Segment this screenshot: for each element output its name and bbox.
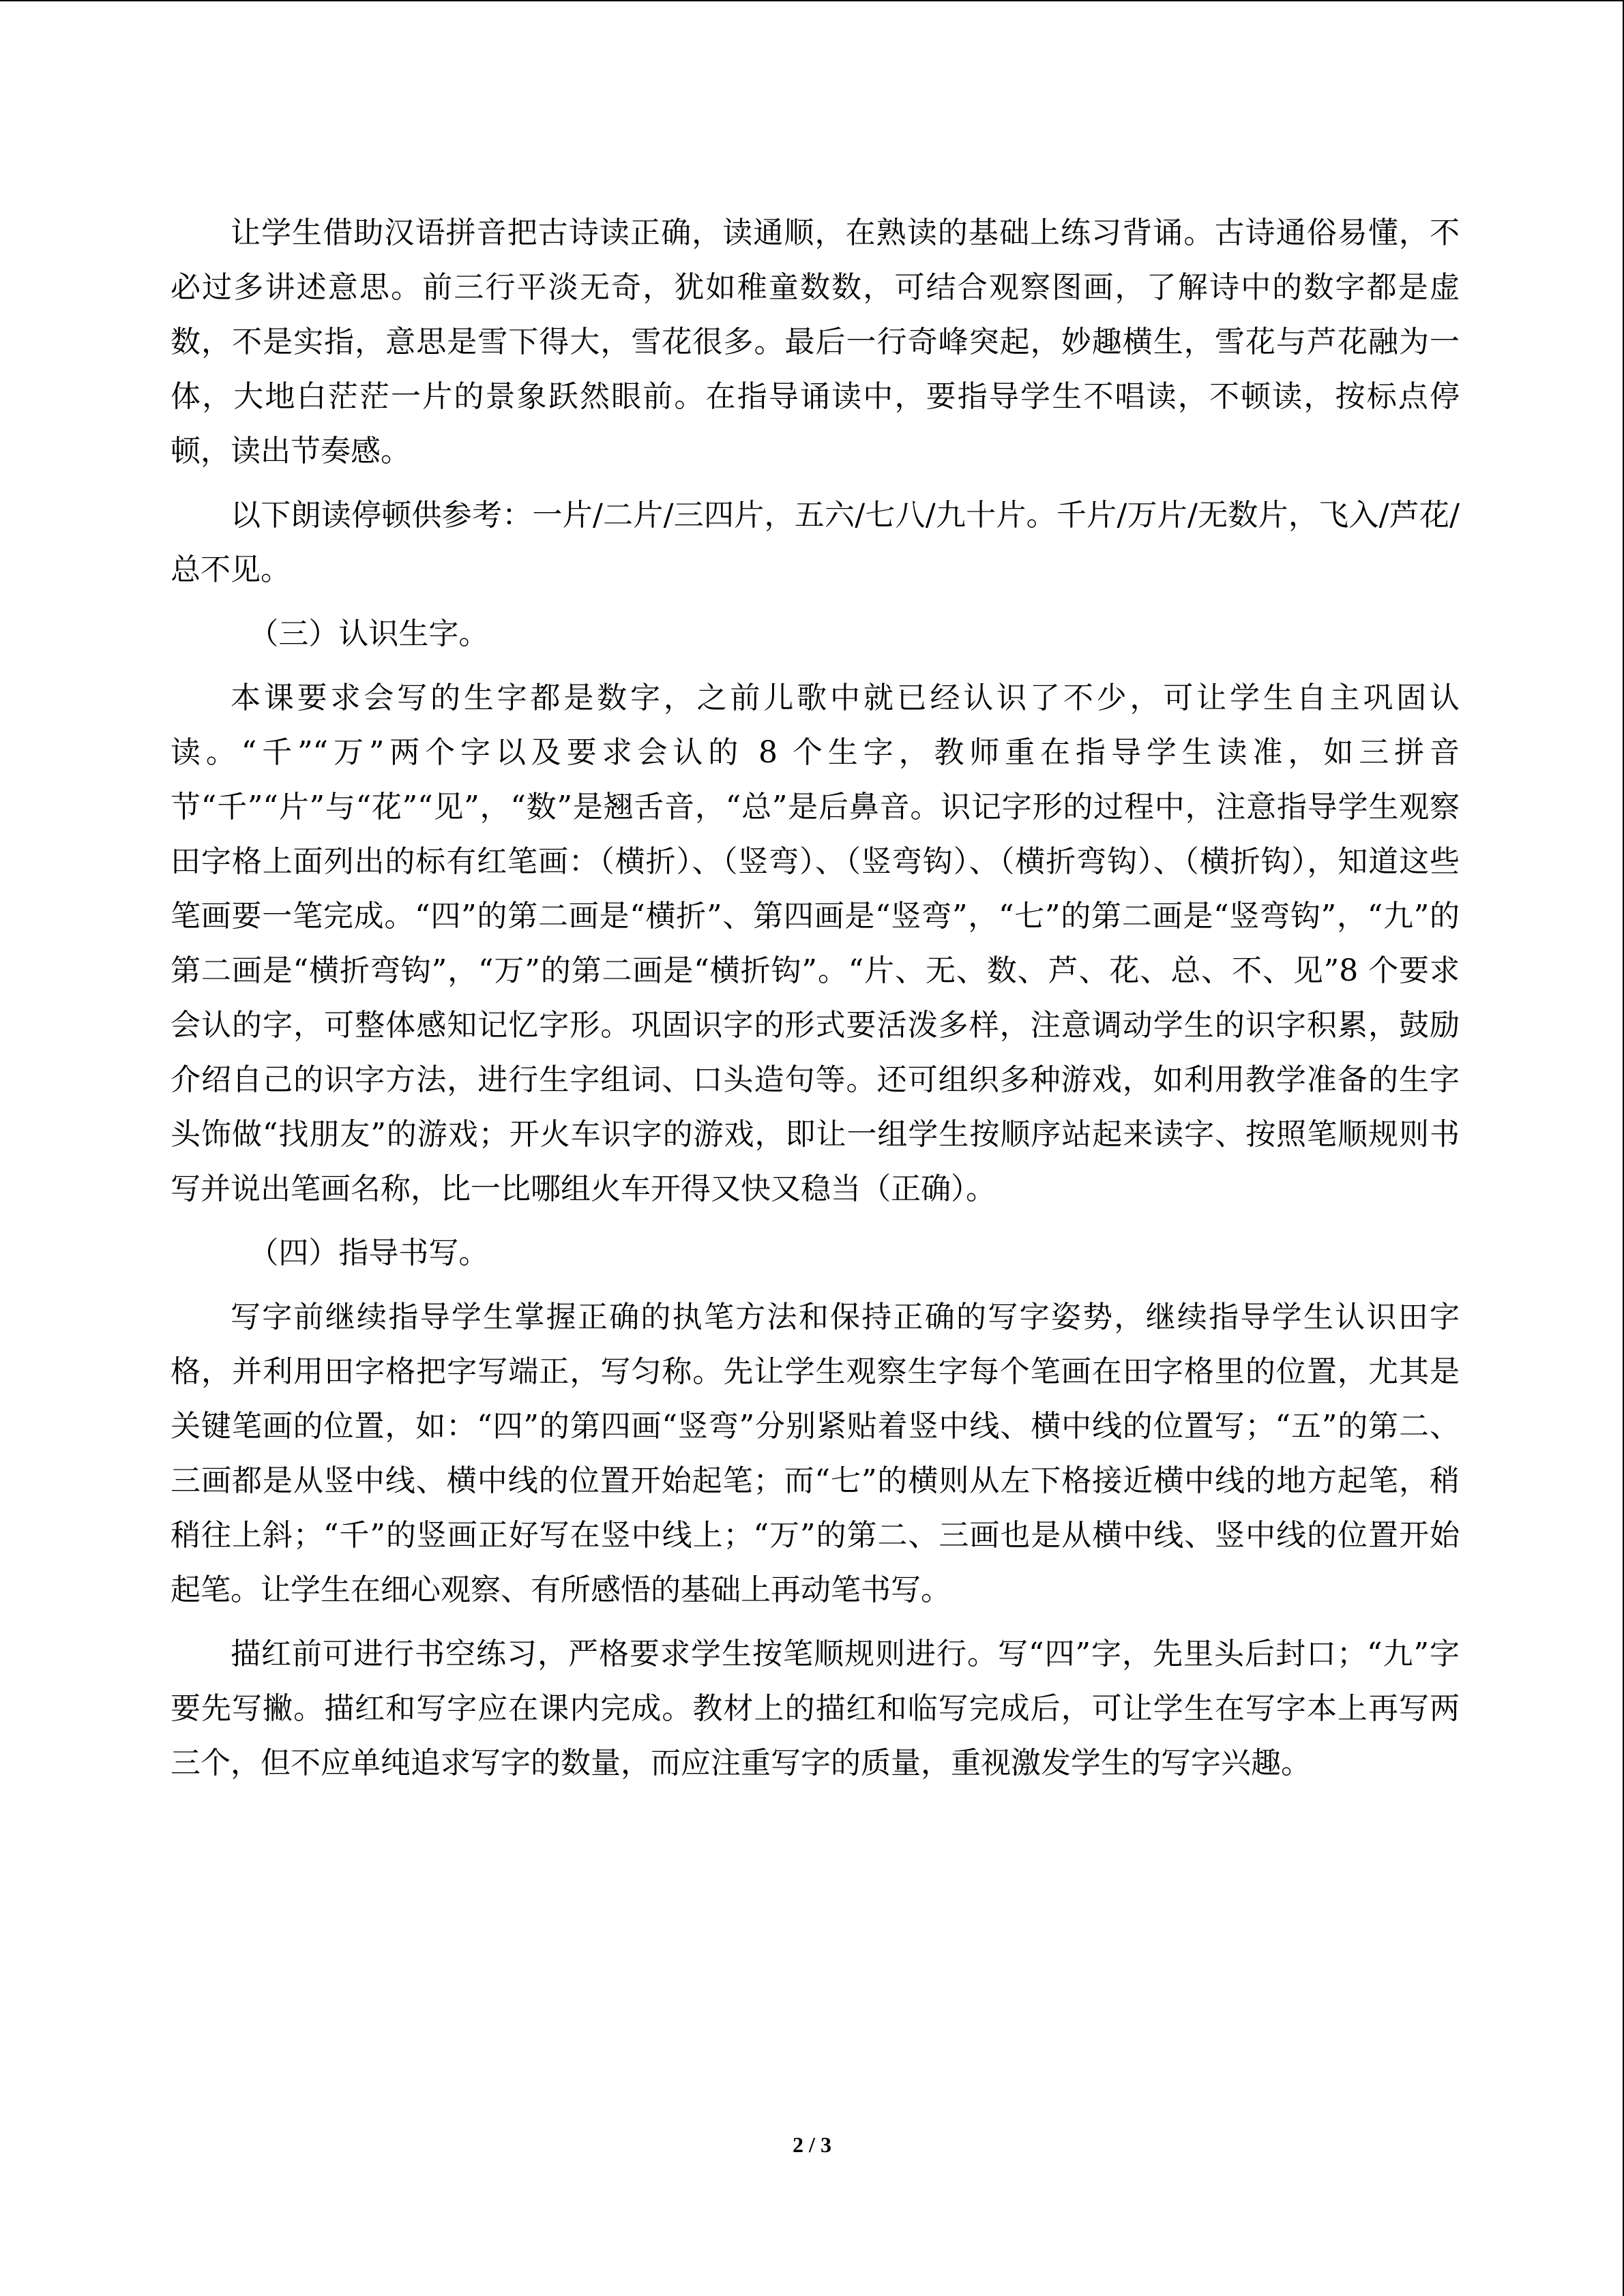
page-body xyxy=(171,206,1460,1791)
paragraph-reading-pauses: 以下朗读停顿供参考：一片/二片/三四片，五六/七八/九十片。千片/万片/无数片，飞入/芦花/总不见。 xyxy=(171,498,1460,587)
section-heading-writing-guidance: （四）指导书写。 xyxy=(248,1236,489,1270)
paragraph-tracing-practice: 描红前可进行书空练习，严格要求学生按笔顺规则进行。写“四”字，先里头后封口；“九”字要先写撇。描红和写字应在课内完成。教材上的描红和临写完成后，可让学生在写字本上再写两三个，但不应单纯追求写字的数量，而应注重写字的质量，重视激发学生的写字兴趣。 xyxy=(171,1637,1460,1780)
section-heading-recognize-characters: （三）认识生字。 xyxy=(248,616,489,651)
paragraph-recognize-characters: 本课要求会写的生字都是数字，之前儿歌中就已经认识了不少，可让学生自主巩固认读。“千”“万”两个字以及要求会认的 8 个生字，教师重在指导学生读准，如三拼音节“千”“片”与“花”“见”，“数”是翘舌音，“总”是后鼻音。识记字形的过程中，注意指导学生观察田字格上面列出的标有红笔画：（横折）、（竖弯）、（竖弯钩）、（横折弯钩）、（横折钩），知道这些笔画要一笔完成。“四”的第二画是“横折”、第四画是“竖弯”，“七”的第二画是“竖弯钩”，“九”的第二画是“横折弯钩”，“万”的第二画是“横折钩”。“片、无、数、芦、花、总、不、见”8 个要求会认的字，可整体感知记忆字形。巩固识字的形式要活泼多样，注意调动学生的识字积累，鼓励介绍自己的识字方法，进行生字组词、口头造句等。还可组织多种游戏，如利用教学准备的生字头饰做“找朋友”的游戏；开火车识字的游戏，即让一组学生按顺序站起来读字、按照笔顺规则书写并说出笔画名称，比一比哪组火车开得又快又稳当（正确）。 xyxy=(171,681,1460,1206)
paragraph-writing-guidance: 写字前继续指导学生掌握正确的执笔方法和保持正确的写字姿势，继续指导学生认识田字格，并利用田字格把字写端正，写匀称。先让学生观察生字每个笔画在田字格里的位置，尤其是关键笔画的位置，如：“四”的第四画“竖弯”分别紧贴着竖中线、横中线的位置写；“五”的第二、三画都是从竖中线、横中线的位置开始起笔；而“七”的横则从左下格接近横中线的地方起笔，稍稍往上斜；“千”的竖画正好写在竖中线上；“万”的第二、三画也是从横中线、竖中线的位置开始起笔。让学生在细心观察、有所感悟的基础上再动笔书写。 xyxy=(171,1300,1460,1607)
paragraph-poem-reading: 让学生借助汉语拼音把古诗读正确，读通顺，在熟读的基础上练习背诵。古诗通俗易懂，不必过多讲述意思。前三行平淡无奇，犹如稚童数数，可结合观察图画，了解诗中的数字都是虚数，不是实指，意思是雪下得大，雪花很多。最后一行奇峰突起，妙趣横生，雪花与芦花融为一体，大地白茫茫一片的景象跃然眼前。在指导诵读中，要指导学生不唱读，不顿读，按标点停顿，读出节奏感。 xyxy=(171,215,1460,468)
page-number: 2 / 3 xyxy=(793,2132,831,2157)
